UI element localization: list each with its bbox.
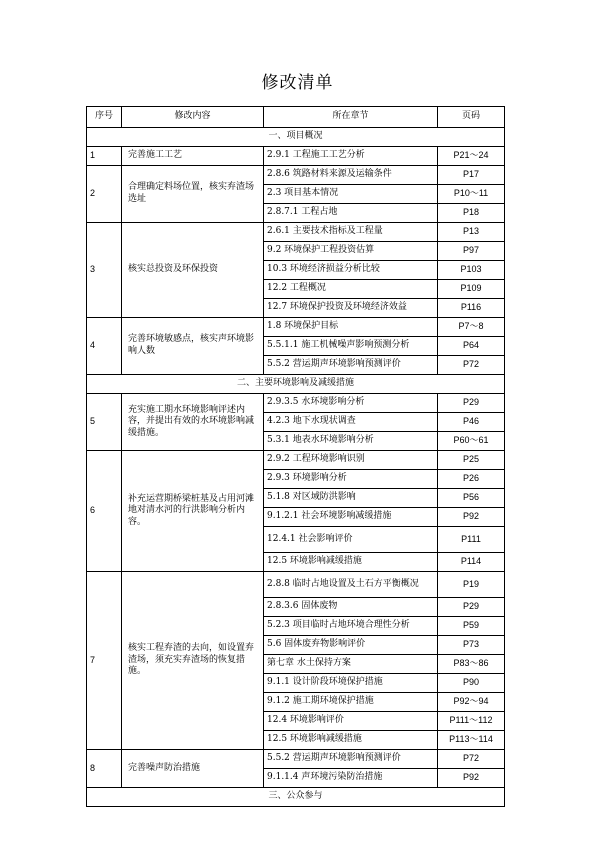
chapter-cell: 1.8 环境保护目标 [264, 318, 438, 337]
page-cell: P21～24 [438, 147, 505, 166]
page-cell: P56 [438, 489, 505, 508]
chapter-cell: 2.9.3.5 水环境影响分析 [264, 394, 438, 413]
section-row [87, 375, 505, 394]
chapter-cell: 12.5 环境影响减缓措施 [264, 553, 438, 572]
page-cell: P26 [438, 470, 505, 489]
chapter-cell: 12.2 工程概况 [264, 280, 438, 299]
table-row [87, 318, 505, 337]
item-number: 4 [87, 318, 122, 375]
page-cell: P72 [438, 356, 505, 375]
page-cell: P111 [438, 527, 505, 553]
page-cell: P92～94 [438, 693, 505, 712]
revision-content: 完善施工工艺 [122, 147, 264, 166]
page-cell: P64 [438, 337, 505, 356]
chapter-cell: 2.9.2 工程环境影响识别 [264, 451, 438, 470]
chapter-cell: 2.8.8 临时占地设置及土石方平衡概况 [264, 572, 438, 598]
table-header-row [87, 107, 505, 128]
header-page: 页码 [438, 107, 505, 128]
item-number: 6 [87, 451, 122, 572]
chapter-cell: 9.1.1 设计阶段环境保护措施 [264, 674, 438, 693]
page-cell: P60～61 [438, 432, 505, 451]
page-cell: P92 [438, 769, 505, 788]
chapter-cell: 2.8.6 筑路材料来源及运输条件 [264, 166, 438, 185]
chapter-cell: 12.4 环境影响评价 [264, 712, 438, 731]
page-cell: P46 [438, 413, 505, 432]
chapter-cell: 5.5.2 营运期声环境影响预测评价 [264, 356, 438, 375]
item-number: 2 [87, 166, 122, 223]
item-number: 5 [87, 394, 122, 451]
revision-content: 核实总投资及环保投资 [122, 223, 264, 318]
chapter-cell: 4.2.3 地下水现状调查 [264, 413, 438, 432]
revision-content: 合理确定料场位置，核实弃渣场选址 [122, 166, 264, 223]
revision-content: 补充运营期桥梁桩基及占用河滩地对清水河的行洪影响分析内容。 [122, 451, 264, 572]
page-cell: P7～8 [438, 318, 505, 337]
chapter-cell: 2.9.1 工程施工工艺分析 [264, 147, 438, 166]
item-number: 8 [87, 750, 122, 788]
chapter-cell: 5.1.8 对区域防洪影响 [264, 489, 438, 508]
item-number: 7 [87, 572, 122, 750]
page-cell: P111～112 [438, 712, 505, 731]
page-cell: P72 [438, 750, 505, 769]
chapter-cell: 12.7 环境保护投资及环境经济效益 [264, 299, 438, 318]
section-title: 三、公众参与 [87, 788, 505, 807]
section-title: 二、主要环境影响及减缓措施 [87, 375, 505, 394]
chapter-cell: 5.5.1.1 施工机械噪声影响预测分析 [264, 337, 438, 356]
page-cell: P17 [438, 166, 505, 185]
page-title: 修改清单 [261, 73, 334, 93]
revision-content: 充实施工期水环境影响评述内容，并提出有效的水环境影响减缓措施。 [122, 394, 264, 451]
table-row [87, 750, 505, 769]
chapter-cell: 2.8.7.1 工程占地 [264, 204, 438, 223]
table-row [87, 572, 505, 598]
page-cell: P19 [438, 572, 505, 598]
section-title: 一、项目概况 [87, 128, 505, 147]
page-cell: P73 [438, 636, 505, 655]
table-row [87, 166, 505, 185]
page-cell: P92 [438, 508, 505, 527]
chapter-cell: 2.8.3.6 固体废物 [264, 598, 438, 617]
chapter-cell: 2.9.3 环境影响分析 [264, 470, 438, 489]
page-cell: P25 [438, 451, 505, 470]
revision-content: 完善噪声防治措施 [122, 750, 264, 788]
chapter-cell: 5.5.2 营运期声环境影响预测评价 [264, 750, 438, 769]
page-cell: P18 [438, 204, 505, 223]
chapter-cell: 12.5 环境影响减缓措施 [264, 731, 438, 750]
revision-content: 完善环境敏感点，核实声环境影响人数 [122, 318, 264, 375]
page-cell: P114 [438, 553, 505, 572]
chapter-cell: 9.2 环境保护工程投资估算 [264, 242, 438, 261]
chapter-cell: 5.3.1 地表水环境影响分析 [264, 432, 438, 451]
table-row [87, 451, 505, 470]
chapter-cell: 12.4.1 社会影响评价 [264, 527, 438, 553]
page-cell: P97 [438, 242, 505, 261]
page-cell: P116 [438, 299, 505, 318]
header-content: 修改内容 [122, 107, 264, 128]
page-cell: P10～11 [438, 185, 505, 204]
chapter-cell: 2.6.1 主要技术指标及工程量 [264, 223, 438, 242]
revision-content: 核实工程弃渣的去向，如设置弃渣场，须充实弃渣场的恢复措施。 [122, 572, 264, 750]
page-cell: P29 [438, 394, 505, 413]
chapter-cell: 10.3 环境经济损益分析比较 [264, 261, 438, 280]
chapter-cell: 9.1.2 施工期环境保护措施 [264, 693, 438, 712]
section-row [87, 788, 505, 807]
page-cell: P13 [438, 223, 505, 242]
chapter-cell: 9.1.2.1 社会环境影响减缓措施 [264, 508, 438, 527]
item-number: 3 [87, 223, 122, 318]
header-no: 序号 [87, 107, 122, 128]
chapter-cell: 5.6 固体废弃物影响评价 [264, 636, 438, 655]
revision-table [86, 106, 505, 807]
page-cell: P59 [438, 617, 505, 636]
page-cell: P103 [438, 261, 505, 280]
chapter-cell: 2.3 项目基本情况 [264, 185, 438, 204]
chapter-cell: 9.1.1.4 声环境污染防治措施 [264, 769, 438, 788]
page-cell: P109 [438, 280, 505, 299]
table-row [87, 147, 505, 166]
page-cell: P83～86 [438, 655, 505, 674]
header-chapter: 所在章节 [264, 107, 438, 128]
table-row [87, 223, 505, 242]
section-row [87, 128, 505, 147]
table-row [87, 394, 505, 413]
item-number: 1 [87, 147, 122, 166]
page-cell: P113～114 [438, 731, 505, 750]
chapter-cell: 第七章 水土保持方案 [264, 655, 438, 674]
chapter-cell: 5.2.3 项目临时占地环境合理性分析 [264, 617, 438, 636]
page-cell: P29 [438, 598, 505, 617]
page-cell: P90 [438, 674, 505, 693]
